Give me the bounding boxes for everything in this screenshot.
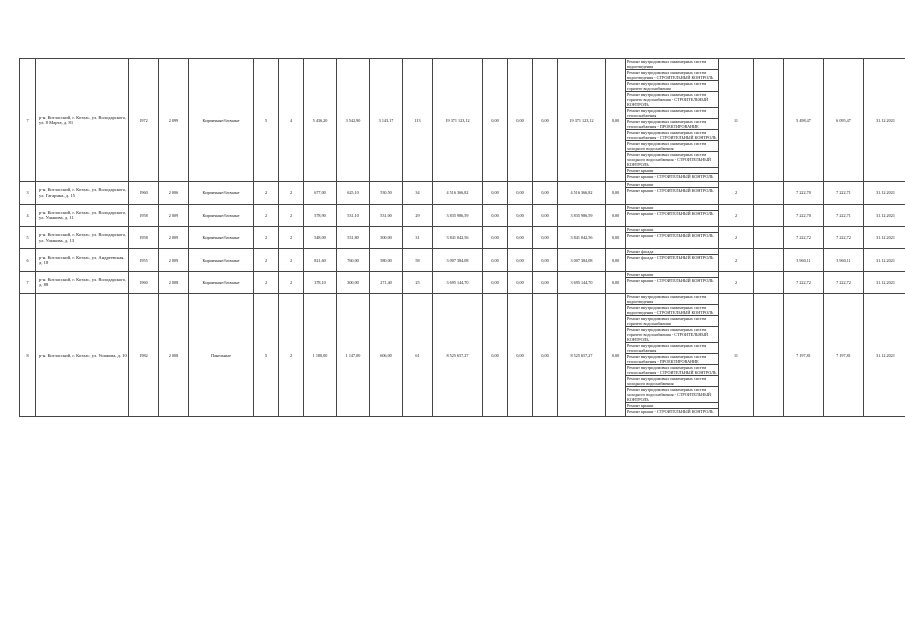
work-count-cell: 2 bbox=[719, 249, 754, 271]
cost-cell: 4 516 366,82 bbox=[433, 182, 483, 204]
empty-cell bbox=[754, 204, 784, 226]
cost-cell: 19 371 123,12 bbox=[433, 59, 483, 182]
empty-cell bbox=[754, 226, 784, 248]
fund-cell: 0,00 bbox=[533, 59, 558, 182]
year-built-cell: 1960 bbox=[129, 182, 159, 204]
work-item: Ремонт внутридомовых инженерных систем водоотведения - СТРОИТЕЛЬНЫЙ КОНТРОЛЬ bbox=[626, 70, 718, 81]
fund-cell: 0,00 bbox=[606, 271, 626, 293]
work-item: Ремонт крыши - СТРОИТЕЛЬНЫЙ КОНТРОЛЬ bbox=[627, 409, 714, 415]
work-item: Ремонт крыши - СТРОИТЕЛЬНЫЙ КОНТРОЛЬ bbox=[627, 210, 714, 216]
deadline-cell: 31.12.2021 bbox=[864, 59, 905, 182]
private-area-cell: 530,50 bbox=[370, 182, 403, 204]
work-item: Ремонт крыши - СТРОИТЕЛЬНЫЙ КОНТРОЛЬ bbox=[627, 277, 714, 283]
wall-material-cell: Кирпичные/блочные bbox=[189, 182, 254, 204]
work-item: Ремонт внутридомовых инженерных систем теплоснабжения - ПРОЕКТИРОВАНИЕ bbox=[626, 119, 718, 130]
address-cell: р-н. Котласский, г. Котлас, ул. Володарского, ул. Гагарина, д. 15 bbox=[36, 182, 129, 204]
unit-cost-cell: 5 498,47 bbox=[784, 59, 824, 182]
cost-cell: 8 525 657,27 bbox=[433, 294, 483, 417]
row-number: 8 bbox=[20, 294, 36, 417]
fund-cell: 0,00 bbox=[483, 294, 508, 417]
table-row bbox=[20, 226, 905, 248]
private-area-cell: 531,00 bbox=[370, 204, 403, 226]
entrances-cell: 2 bbox=[279, 226, 304, 248]
unit-cost-cell: 7 222,72 bbox=[784, 226, 824, 248]
total-area-cell: 378,10 bbox=[304, 271, 337, 293]
fund-cell: 0,00 bbox=[533, 204, 558, 226]
cost-total-cell: 4 516 366,82 bbox=[558, 182, 606, 204]
residential-area-cell: 300,00 bbox=[337, 271, 370, 293]
work-item: Ремонт внутридомовых инженерных систем теплоснабжения - ПРОЕКТИРОВАНИЕ bbox=[626, 354, 718, 365]
unit-cost-cell: 7 197,81 bbox=[784, 294, 824, 417]
work-item: Ремонт внутридомовых инженерных систем горячего водоснабжения - СТРОИТЕЛЬНЫЙ КОНТРОЛЬ bbox=[626, 92, 718, 108]
entrances-cell: 2 bbox=[279, 182, 304, 204]
empty-cell bbox=[754, 271, 784, 293]
cost-total-cell: 3 695 144,70 bbox=[558, 271, 606, 293]
work-item: Ремонт крыши - СТРОИТЕЛЬНЫЙ КОНТРОЛЬ bbox=[627, 188, 714, 194]
fund-cell: 0,00 bbox=[483, 271, 508, 293]
work-item: Ремонт внутридомовых инженерных систем горячего водоснабжения bbox=[626, 81, 718, 92]
fund-cell: 0,00 bbox=[508, 182, 533, 204]
fund-cell: 0,00 bbox=[483, 204, 508, 226]
work-item: Ремонт внутридомовых инженерных систем водоотведения - СТРОИТЕЛЬНЫЙ КОНТРОЛЬ bbox=[626, 305, 718, 316]
deadline-cell: 31.12.2021 bbox=[864, 226, 905, 248]
year-renovation-cell: 2 009 bbox=[159, 226, 189, 248]
private-area-cell: 580,00 bbox=[370, 249, 403, 271]
work-item: Ремонт внутридомовых инженерных систем холодного водоснабжения bbox=[626, 141, 718, 152]
work-count-cell: 2 bbox=[719, 204, 754, 226]
deadline-cell: 31.12.2021 bbox=[864, 271, 905, 293]
max-unit-cost-cell: 7 222,72 bbox=[824, 226, 864, 248]
work-item: Ремонт внутридомовых инженерных систем водоотведения bbox=[626, 59, 718, 70]
empty-cell bbox=[754, 182, 784, 204]
empty-cell bbox=[754, 249, 784, 271]
wall-material-cell: Кирпичные/блочные bbox=[189, 271, 254, 293]
works-cell bbox=[626, 59, 719, 182]
floors-cell: 2 bbox=[254, 271, 279, 293]
residential-area-cell: 760,00 bbox=[337, 249, 370, 271]
year-built-cell: 1960 bbox=[129, 271, 159, 293]
floors-cell: 5 bbox=[254, 59, 279, 182]
work-item: Ремонт внутридомовых инженерных систем теплоснабжения - СТРОИТЕЛЬНЫЙ КОНТРОЛЬ bbox=[627, 130, 717, 140]
unit-cost-cell: 7 222,70 bbox=[784, 182, 824, 204]
row-number: 4 bbox=[20, 204, 36, 226]
table-row bbox=[20, 59, 905, 182]
max-unit-cost-cell: 7 222,71 bbox=[824, 204, 864, 226]
cost-cell: 3 695 144,70 bbox=[433, 271, 483, 293]
residential-area-cell: 3 542,90 bbox=[337, 59, 370, 182]
work-item: Ремонт внутридомовых инженерных систем водоотведения bbox=[626, 294, 718, 305]
floors-cell: 2 bbox=[254, 204, 279, 226]
year-built-cell: 1958 bbox=[129, 204, 159, 226]
deadline-cell: 31.12.2021 bbox=[864, 204, 905, 226]
residents-cell: 61 bbox=[403, 294, 433, 417]
max-unit-cost-cell: 6 095,47 bbox=[824, 59, 864, 182]
residential-area-cell: 531,80 bbox=[337, 226, 370, 248]
fund-cell: 0,00 bbox=[606, 249, 626, 271]
unit-cost-cell: 3 960,11 bbox=[784, 249, 824, 271]
fund-cell: 0,00 bbox=[508, 249, 533, 271]
residents-cell: 113 bbox=[403, 59, 433, 182]
address-cell: р-н. Котласский, г. Котлас, ул. Андреевская, д. 18 bbox=[36, 249, 129, 271]
row-number: 7 bbox=[20, 271, 36, 293]
cost-cell: 3 835 986,59 bbox=[433, 204, 483, 226]
residents-cell: 34 bbox=[403, 182, 433, 204]
private-area-cell: 271,40 bbox=[370, 271, 403, 293]
table-row bbox=[20, 204, 905, 226]
year-renovation-cell: 2 009 bbox=[159, 204, 189, 226]
deadline-cell: 31.12.2021 bbox=[864, 182, 905, 204]
work-count-cell: 11 bbox=[719, 59, 754, 182]
fund-cell: 0,00 bbox=[508, 226, 533, 248]
cost-total-cell: 3 841 042,56 bbox=[558, 226, 606, 248]
address-cell: р-н. Котласский, г. Котлас, ул. Володарского, ул. Ушакова, д. 11 bbox=[36, 204, 129, 226]
fund-cell: 0,00 bbox=[483, 59, 508, 182]
work-item: Ремонт крыши - СТРОИТЕЛЬНЫЙ КОНТРОЛЬ bbox=[627, 232, 714, 238]
fund-cell: 0,00 bbox=[483, 249, 508, 271]
cost-cell: 3 841 042,56 bbox=[433, 226, 483, 248]
work-count-cell: 2 bbox=[719, 271, 754, 293]
deadline-cell: 31.12.2021 bbox=[864, 294, 905, 417]
work-item: Ремонт внутридомовых инженерных систем теплоснабжения - СТРОИТЕЛЬНЫЙ КОНТРОЛЬ bbox=[627, 365, 717, 376]
max-unit-cost-cell: 7 222,72 bbox=[824, 271, 864, 293]
works-cell bbox=[626, 182, 719, 204]
work-count-cell: 2 bbox=[719, 182, 754, 204]
work-item: Ремонт фасада - СТРОИТЕЛЬНЫЙ КОНТРОЛЬ bbox=[627, 255, 714, 261]
fund-cell: 0,00 bbox=[533, 294, 558, 417]
cost-total-cell: 8 525 657,27 bbox=[558, 294, 606, 417]
residents-cell: 29 bbox=[403, 204, 433, 226]
fund-cell: 0,00 bbox=[533, 182, 558, 204]
wall-material-cell: Панельные bbox=[189, 294, 254, 417]
row-number: 3 bbox=[20, 182, 36, 204]
work-item: Ремонт внутридомовых инженерных систем горячего водоснабжения bbox=[626, 316, 718, 327]
max-unit-cost-cell: 7 197,81 bbox=[824, 294, 864, 417]
address-cell: р-н. Котласский, г. Котлас, ул. Володарского, ул. Ушакова, д. 13 bbox=[36, 226, 129, 248]
work-item: Ремонт крыши bbox=[626, 182, 718, 188]
unit-cost-cell: 7 222,70 bbox=[784, 204, 824, 226]
cost-total-cell: 3 007 384,08 bbox=[558, 249, 606, 271]
work-item: Ремонт крыши bbox=[626, 403, 718, 409]
fund-cell: 0,00 bbox=[533, 271, 558, 293]
total-area-cell: 1 180,00 bbox=[304, 294, 337, 417]
fund-cell: 0,00 bbox=[606, 226, 626, 248]
cost-total-cell: 19 371 123,12 bbox=[558, 59, 606, 182]
works-cell bbox=[626, 226, 719, 248]
work-item: Ремонт крыши bbox=[626, 227, 718, 233]
year-renovation-cell: 2 006 bbox=[159, 182, 189, 204]
works-cell bbox=[626, 294, 719, 417]
empty-cell bbox=[754, 294, 784, 417]
total-area-cell: 5 436,20 bbox=[304, 59, 337, 182]
unit-cost-cell: 7 222,72 bbox=[784, 271, 824, 293]
table-row bbox=[20, 271, 905, 293]
work-item: Ремонт внутридомовых инженерных систем теплоснабжения bbox=[626, 343, 718, 354]
work-count-cell: 2 bbox=[719, 226, 754, 248]
floors-cell: 2 bbox=[254, 182, 279, 204]
fund-cell: 0,00 bbox=[508, 59, 533, 182]
table-row bbox=[20, 294, 905, 417]
private-area-cell: 606,00 bbox=[370, 294, 403, 417]
works-cell bbox=[626, 271, 719, 293]
row-number: 6 bbox=[20, 249, 36, 271]
residents-cell: 25 bbox=[403, 271, 433, 293]
year-renovation-cell: 2 099 bbox=[159, 59, 189, 182]
table-row bbox=[20, 182, 905, 204]
residential-area-cell: 1 147,00 bbox=[337, 294, 370, 417]
cost-cell: 3 007 384,08 bbox=[433, 249, 483, 271]
fund-cell: 0,00 bbox=[508, 204, 533, 226]
wall-material-cell: Кирпичные/блочные bbox=[189, 204, 254, 226]
year-renovation-cell: 2 008 bbox=[159, 294, 189, 417]
work-item: Ремонт внутридомовых инженерных систем холодного водоснабжения bbox=[626, 376, 718, 387]
entrances-cell: 2 bbox=[279, 271, 304, 293]
fund-cell: 0,00 bbox=[483, 182, 508, 204]
work-item: Ремонт крыши bbox=[626, 205, 718, 211]
residential-area-cell: 625,10 bbox=[337, 182, 370, 204]
work-item: Ремонт крыши - СТРОИТЕЛЬНЫЙ КОНТРОЛЬ bbox=[627, 174, 714, 179]
total-area-cell: 821,60 bbox=[304, 249, 337, 271]
cost-total-cell: 3 835 986,59 bbox=[558, 204, 606, 226]
fund-cell: 0,00 bbox=[606, 59, 626, 182]
year-renovation-cell: 2 008 bbox=[159, 271, 189, 293]
private-area-cell: 500,00 bbox=[370, 226, 403, 248]
residential-area-cell: 531,10 bbox=[337, 204, 370, 226]
total-area-cell: 578,90 bbox=[304, 204, 337, 226]
fund-cell: 0,00 bbox=[533, 249, 558, 271]
fund-cell: 0,00 bbox=[606, 294, 626, 417]
year-built-cell: 1982 bbox=[129, 294, 159, 417]
work-count-cell: 11 bbox=[719, 294, 754, 417]
wall-material-cell: Кирпичные/блочные bbox=[189, 226, 254, 248]
row-number: 5 bbox=[20, 226, 36, 248]
address-cell: р-н. Котласский, г. Котлас, ул. Ушакова, д. 10 bbox=[36, 294, 129, 417]
residents-cell: 31 bbox=[403, 226, 433, 248]
work-item: Ремонт крыши bbox=[626, 168, 718, 174]
year-renovation-cell: 2 009 bbox=[159, 249, 189, 271]
entrances-cell: 2 bbox=[279, 249, 304, 271]
empty-cell bbox=[754, 59, 784, 182]
year-built-cell: 1958 bbox=[129, 226, 159, 248]
work-item: Ремонт внутридомовых инженерных систем горячего водоснабжения - СТРОИТЕЛЬНЫЙ КОНТРОЛЬ bbox=[626, 327, 718, 343]
entrances-cell: 2 bbox=[279, 204, 304, 226]
address-cell: р-н. Котласский, г. Котлас, ул. Володарского, д. 88 bbox=[36, 271, 129, 293]
capital-repair-register-table bbox=[19, 58, 905, 417]
fund-cell: 0,00 bbox=[606, 204, 626, 226]
floors-cell: 5 bbox=[254, 294, 279, 417]
fund-cell: 0,00 bbox=[483, 226, 508, 248]
fund-cell: 0,00 bbox=[508, 271, 533, 293]
wall-material-cell: Кирпичные/блочные bbox=[189, 249, 254, 271]
floors-cell: 2 bbox=[254, 226, 279, 248]
works-cell bbox=[626, 249, 719, 271]
work-item: Ремонт крыши bbox=[626, 272, 718, 278]
fund-cell: 0,00 bbox=[606, 182, 626, 204]
address-cell: р-н. Котласский, г. Котлас, ул. Володарского, ул. 8 Марта, д. 81 bbox=[36, 59, 129, 182]
max-unit-cost-cell: 3 960,11 bbox=[824, 249, 864, 271]
total-area-cell: 677,00 bbox=[304, 182, 337, 204]
floors-cell: 2 bbox=[254, 249, 279, 271]
fund-cell: 0,00 bbox=[508, 294, 533, 417]
entrances-cell: 4 bbox=[279, 59, 304, 182]
work-item: Ремонт фасада bbox=[626, 249, 718, 255]
max-unit-cost-cell: 7 222,71 bbox=[824, 182, 864, 204]
private-area-cell: 3 143,17 bbox=[370, 59, 403, 182]
work-item: Ремонт внутридомовых инженерных систем холодного водоснабжения - СТРОИТЕЛЬНЫЙ КОНТРОЛЬ bbox=[626, 152, 718, 168]
deadline-cell: 31.12.2021 bbox=[864, 249, 905, 271]
row-number: 7 bbox=[20, 59, 36, 182]
fund-cell: 0,00 bbox=[533, 226, 558, 248]
total-area-cell: 548,00 bbox=[304, 226, 337, 248]
table-row bbox=[20, 249, 905, 271]
year-built-cell: 1955 bbox=[129, 249, 159, 271]
year-built-cell: 1972 bbox=[129, 59, 159, 182]
works-cell bbox=[626, 204, 719, 226]
wall-material-cell: Кирпичные/блочные bbox=[189, 59, 254, 182]
work-item: Ремонт внутридомовых инженерных систем холодного водоснабжения - СТРОИТЕЛЬНЫЙ КОНТРОЛЬ bbox=[626, 387, 718, 403]
work-item: Ремонт внутридомовых инженерных систем теплоснабжения bbox=[626, 108, 718, 119]
residents-cell: 58 bbox=[403, 249, 433, 271]
entrances-cell: 2 bbox=[279, 294, 304, 417]
